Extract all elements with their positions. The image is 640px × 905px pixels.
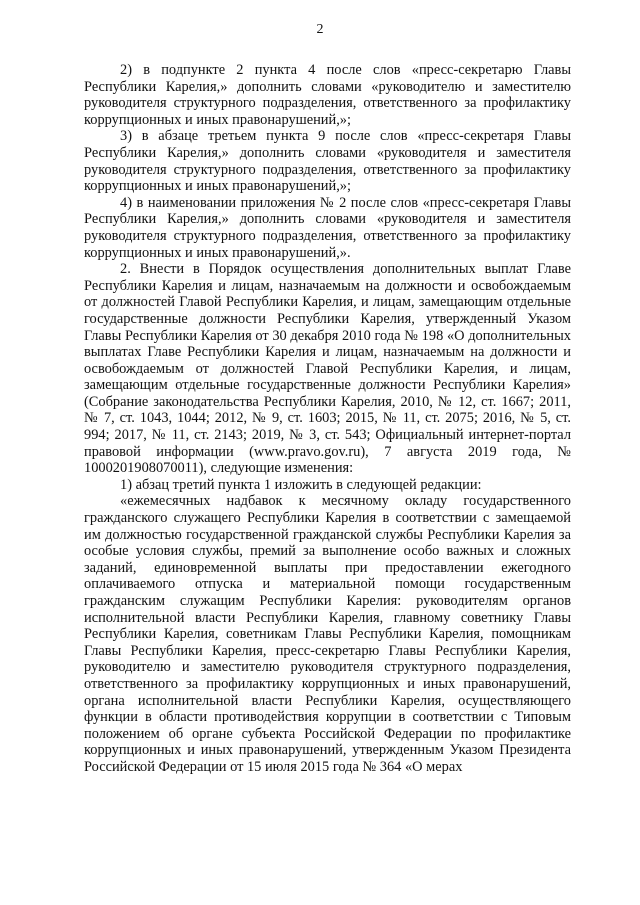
paragraph-item-2: 2. Внести в Порядок осуществления дополнительных выплат Главе Республики Карелия и лицам, назначаемым на должности и освобождаемым от должностей Главой Республики Карелия, и лицам, замещающим отдельные государственные должности Республики Карелия, утвержденный Указом Главы Республики Карелия от 30 декабря 2010 года № 198 «О дополнительных выплатах Главе Республики Карелия и лицам, назначаемым на должности и освобождаемым от должностей Главой Республики Карелия, и лицам, замещающим отдельные государственные должности Республики Карелия» (Собрание законодательства Республики Карелия, 2010, № 12, ст. 1667; 2011, № 7, ст. 1043, 1044; 2012, № 9, ст. 1603; 2015, № 11, ст. 2075; 2016, № 5, ст. 994; 2017, № 11, ст. 2143; 2019, № 3, ст. 543; Официальный интернет-портал правовой информации (www.pravo.gov.ru), 7 августа 2019 года, № 1000201908070011), следующие изменения: bbox=[84, 261, 571, 477]
paragraph-subitem-3: 3) в абзаце третьем пункта 9 после слов «пресс-секретаря Главы Республики Карелия,» дополнить словами «руководителя и заместителя руководителя структурного подразделения, ответственного за профилактику коррупционных и иных правонарушений,»; bbox=[84, 128, 571, 195]
paragraph-new-wording: «ежемесячных надбавок к месячному окладу государственного гражданского служащего Республики Карелия в соответствии с замещаемой им должностью государственной гражданской службы Республики Карелия за особые условия службы, премий за выполнение особо важных и сложных заданий, единовременной выплаты при предоставлении ежегодного оплачиваемого отпуска и материальной помощи государственным гражданским служащим Республики Карелия: руководителям органов исполнительной власти Республики Карелия, главному советнику Главы Республики Карелия, советникам Главы Республики Карелия, помощникам Главы Республики Карелия, пресс-секретарю Главы Республики Карелия, руководителю и заместителю руководителя структурного подразделения, ответственного за профилактику коррупционных и иных правонарушений, органа исполнительной власти Республики Карелия, осуществляющего функции в области противодействия коррупции в соответствии с Типовым положением об органе субъекта Российской Федерации по профилактике коррупционных и иных правонарушений, утвержденным Указом Президента Российской Федерации от 15 июля 2015 года № 364 «О мерах bbox=[84, 493, 571, 775]
page-number: 2 bbox=[316, 22, 324, 37]
paragraph-subitem-4: 4) в наименовании приложения № 2 после слов «пресс-секретаря Главы Республики Карелия,» дополнить словами «руководителя и заместителя руководителя структурного подразделения, ответственного за профилактику коррупционных и иных правонарушений,». bbox=[84, 194, 571, 261]
paragraph-subitem-1: 1) абзац третий пункта 1 изложить в следующей редакции: bbox=[120, 476, 482, 493]
document-body bbox=[84, 62, 571, 776]
paragraph-subitem-2: 2) в подпункте 2 пункта 4 после слов «пресс-секретарю Главы Республики Карелия,» дополнить словами «руководителю и заместителю руководителя структурного подразделения, ответственного за профилактику коррупционных и иных правонарушений,»; bbox=[84, 62, 571, 128]
